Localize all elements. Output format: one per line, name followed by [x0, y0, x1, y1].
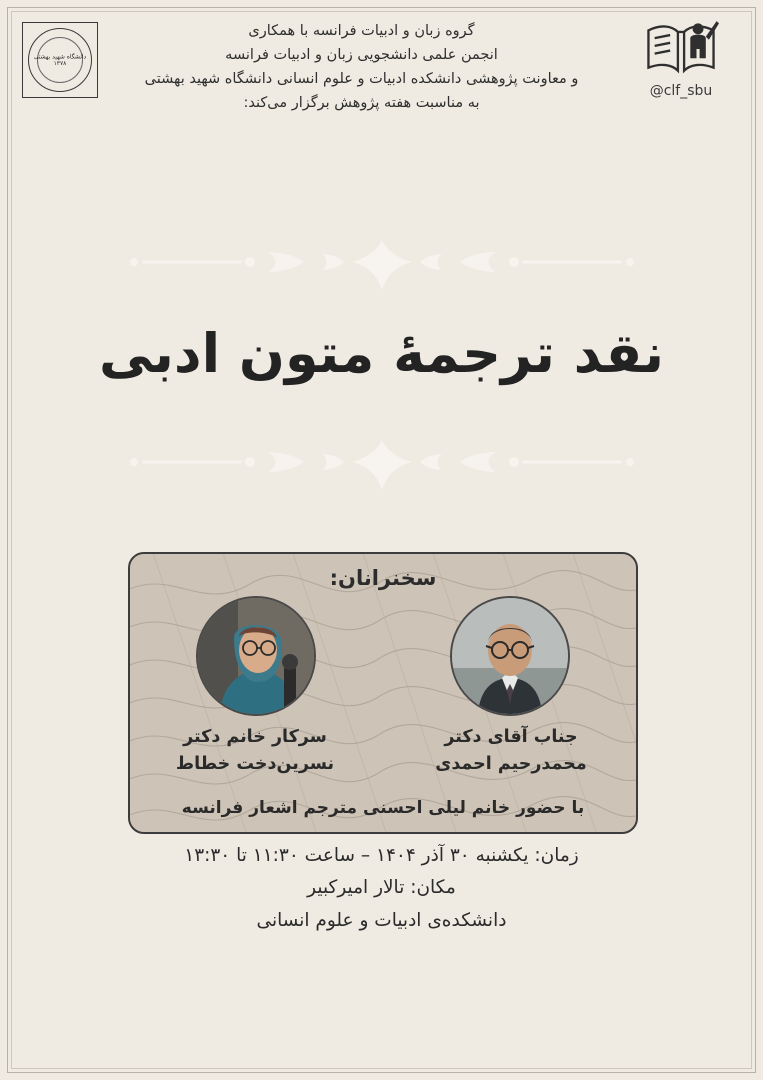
ornament-top	[82, 232, 682, 298]
ornament-bottom	[82, 432, 682, 498]
speaker-male-title: جناب آقای دکتر	[444, 727, 578, 747]
speaker-photo-male	[450, 596, 570, 716]
open-book-icon	[642, 18, 720, 80]
speaker-female-name: نسرین‌دخت خطاط	[175, 754, 335, 775]
speakers-card	[128, 552, 638, 834]
university-logo-text: دانشگاه شهید بهشتی ۱۳۷۸	[33, 53, 87, 67]
poster-header	[0, 12, 763, 137]
social-handle: @clf_sbu	[649, 83, 713, 99]
guest-line: با حضور خانم لیلی احسنی مترجم اشعار فرانسه	[181, 798, 585, 818]
organizer-line-4: به مناسبت هفته پژوهش برگزار می‌کند:	[243, 94, 480, 111]
speaker-male-name: محمدرحیم احمدی	[435, 754, 587, 775]
organizer-line-3: و معاونت پژوهشی دانشکده ادبیات و علوم انسانی دانشگاه شهید بهشتی	[144, 70, 579, 87]
speaker-name-female	[140, 724, 370, 778]
event-venue: مکان: تالار امیرکبیر	[307, 877, 456, 899]
organizer-text	[110, 20, 613, 116]
speaker-female-title: سرکار خانم دکتر	[183, 727, 327, 747]
speaker-photo-female	[196, 596, 316, 716]
event-faculty: دانشکده‌ی ادبیات و علوم انسانی	[256, 909, 507, 931]
speakers-label: سخنرانان:	[329, 566, 437, 590]
university-logo	[22, 22, 98, 98]
social-block	[621, 18, 741, 99]
organizer-line-1: گروه زبان و ادبیات فرانسه با همکاری	[248, 23, 475, 39]
event-time: زمان: یکشنبه ۳۰ آذر ۱۴۰۴ – ساعت ۱۱:۳۰ تا ۱۳:۳۰	[184, 845, 579, 866]
event-details	[0, 840, 763, 937]
speaker-name-male	[396, 724, 626, 778]
page-title: نقد ترجمهٔ متون ادبی	[98, 322, 665, 385]
organizer-line-2: انجمن علمی دانشجویی زبان و ادبیات فرانسه	[225, 46, 498, 63]
